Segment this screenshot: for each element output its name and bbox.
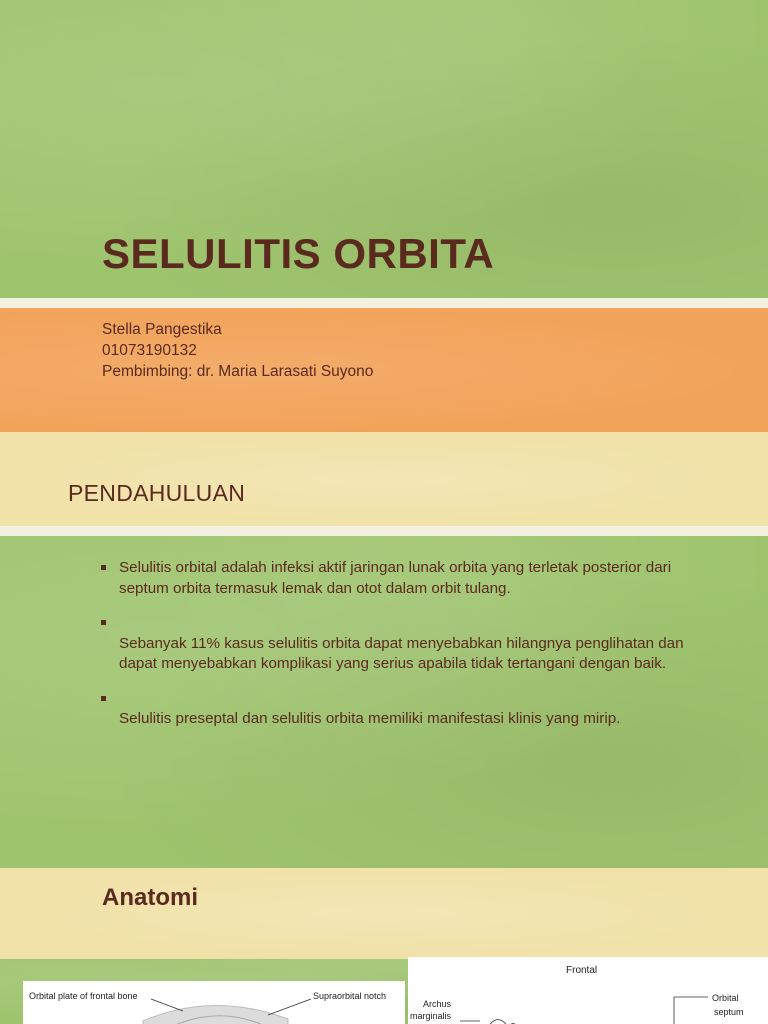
- figure-label-supraorbital-notch: Supraorbital notch: [313, 991, 387, 1001]
- square-bullet-icon: [101, 565, 106, 570]
- orbital-septum-figure: [408, 957, 768, 1024]
- presentation-title: SELULITIS ORBITA: [102, 230, 495, 277]
- bullet-blank-line: [119, 689, 690, 710]
- student-id: 01073190132: [102, 342, 197, 359]
- bullet-item: [100, 689, 690, 730]
- orbit-bone-figure: [23, 981, 405, 1024]
- anatomy-heading-band: [0, 868, 768, 959]
- introduction-bullet-list: [100, 558, 690, 744]
- bullet-blank-line: [119, 613, 690, 634]
- anatomy-heading: Anatomi: [102, 884, 198, 911]
- figure-label-orbital: Orbital: [712, 993, 739, 1003]
- figure-label-orbital-plate: Orbital plate of frontal bone: [29, 991, 138, 1001]
- supervisor-line: Pembimbing: dr. Maria Larasati Suyono: [102, 363, 374, 380]
- bullet-text: Selulitis orbital adalah infeksi aktif jaringan lunak orbita yang terletak posterior dari septum orbita termasuk lemak dan otot dalam orbit tulang.: [119, 559, 672, 597]
- title-slide: [0, 0, 768, 432]
- author-name: Stella Pangestika: [102, 321, 222, 338]
- bullet-text: Selulitis preseptal dan selulitis orbita memiliki manifestasi klinis yang mirip.: [119, 710, 621, 727]
- introduction-heading: PENDAHULUAN: [68, 480, 246, 506]
- anatomy-slide: [0, 868, 768, 1024]
- orbit-bone-illustration: [23, 981, 405, 1024]
- presentation-subtitle: [102, 319, 373, 382]
- introduction-slide: [0, 432, 768, 868]
- bullet-text: Sebanyak 11% kasus selulitis orbita dapat menyebabkan hilangnya penglihatan dan dapat menyebabkan komplikasi yang serius apabila tidak tertangani dengan baik.: [119, 634, 684, 672]
- introduction-heading-band: [0, 432, 768, 526]
- bullet-item: [100, 558, 690, 599]
- introduction-body: [0, 536, 768, 868]
- square-bullet-icon: [101, 620, 106, 625]
- figure-label-frontal: Frontal: [566, 965, 598, 976]
- square-bullet-icon: [101, 696, 106, 701]
- figure-label-marginalis: marginalis: [410, 1011, 452, 1021]
- bullet-item: [100, 613, 690, 675]
- figure-label-septum: septum: [714, 1007, 744, 1017]
- figure-label-archus: Archus: [423, 999, 452, 1009]
